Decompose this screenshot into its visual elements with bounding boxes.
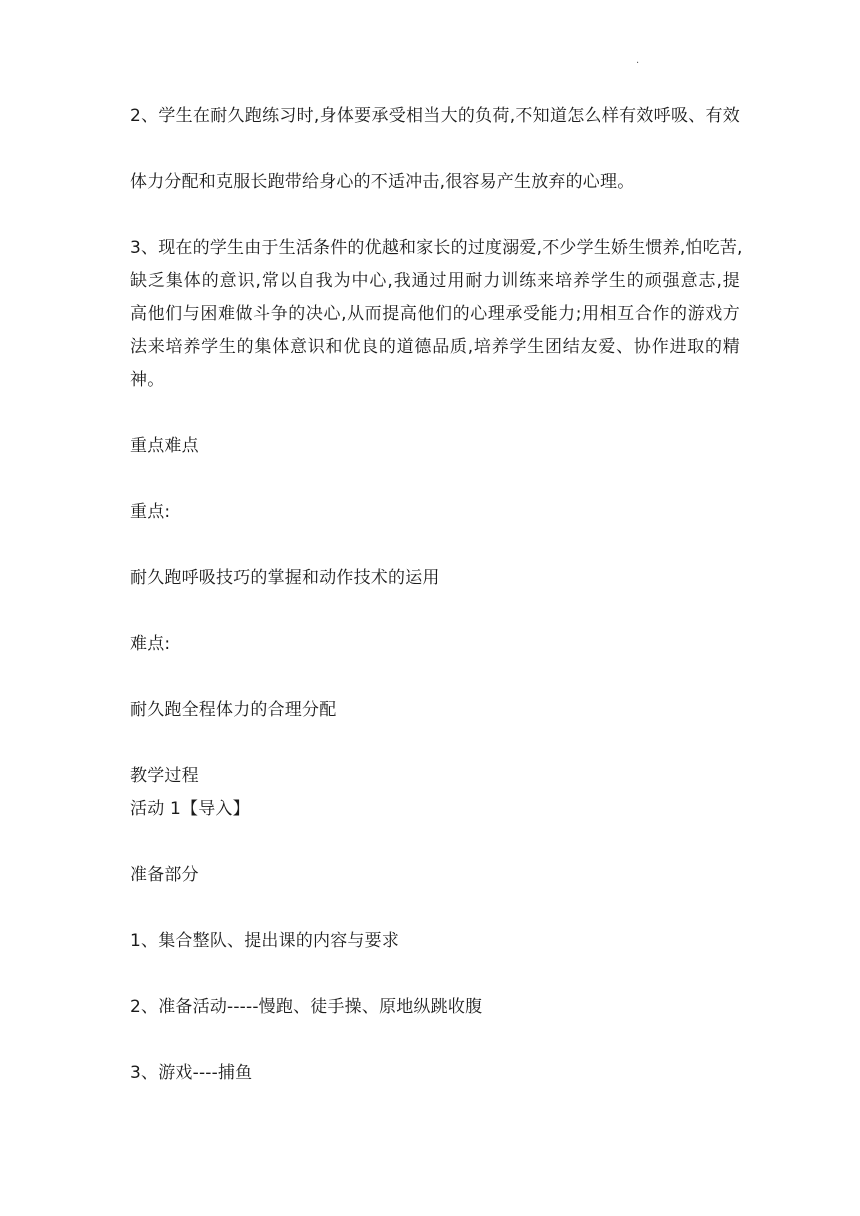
section-heading: 准备部分 bbox=[130, 865, 199, 885]
difficulty-label: 难点: bbox=[130, 634, 171, 654]
key-label: 重点: bbox=[130, 502, 171, 522]
page-marker: . bbox=[636, 55, 640, 66]
paragraph-3-line-3: 高他们与困难做斗争的决心,从而提高他们的心理承受能力;用相互合作的游戏方 bbox=[130, 304, 740, 324]
paragraph-2-line-2: 体力分配和克服长跑带给身心的不适冲击,很容易产生放弃的心理。 bbox=[130, 172, 635, 192]
step-item-3: 3、游戏----捕鱼 bbox=[130, 1063, 253, 1083]
step-item-2: 2、准备活动-----慢跑、徒手操、原地纵跳收腹 bbox=[130, 997, 483, 1017]
paragraph-3-line-2: 缺乏集体的意识,常以自我为中心,我通过用耐力训练来培养学生的顽强意志,提 bbox=[130, 271, 740, 291]
key-points-heading: 重点难点 bbox=[130, 436, 199, 456]
activity-heading: 活动 1【导入】 bbox=[130, 799, 250, 819]
step-item-1: 1、集合整队、提出课的内容与要求 bbox=[130, 931, 400, 951]
teaching-process-heading: 教学过程 bbox=[130, 766, 199, 786]
paragraph-3-line-4: 法来培养学生的集体意识和优良的道德品质,培养学生团结友爱、协作进取的精 bbox=[130, 337, 740, 357]
paragraph-3-line-5: 神。 bbox=[130, 370, 165, 390]
key-text: 耐久跑呼吸技巧的掌握和动作技术的运用 bbox=[130, 568, 440, 588]
difficulty-text: 耐久跑全程体力的合理分配 bbox=[130, 700, 337, 720]
paragraph-3-line-1: 3、现在的学生由于生活条件的优越和家长的过度溺爱,不少学生娇生惯养,怕吃苦, bbox=[130, 238, 743, 258]
paragraph-2-line-1: 2、学生在耐久跑练习时,身体要承受相当大的负荷,不知道怎么样有效呼吸、有效 bbox=[130, 106, 740, 126]
